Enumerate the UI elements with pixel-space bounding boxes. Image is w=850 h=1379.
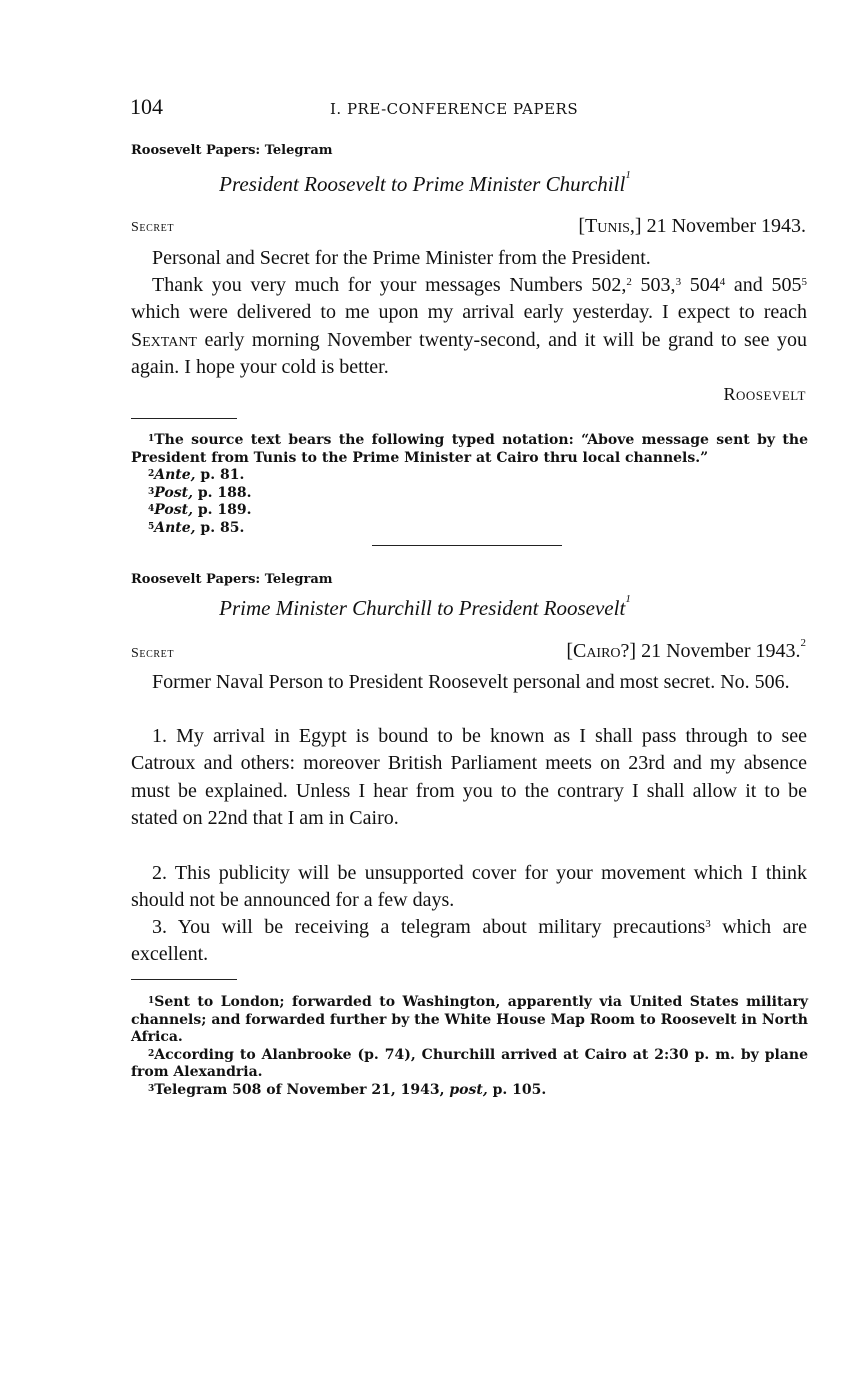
doc1-place: [Tunis,]: [578, 215, 642, 237]
doc2-paragraph-2: 1. My arrival in Egypt is bound to be known as I shall pass through to see Catroux and others: moreover British Parliament meets on 23rd and my absence must be explained. Unless I hear from you to the contrary I shall allow it to be stated on 22nd that I am in Cairo.: [131, 725, 807, 829]
doc2-footnote-1: [131, 994, 808, 1047]
doc1-footnote-2-page: p. 81.: [195, 467, 245, 483]
doc1-footnote-3: [131, 485, 808, 503]
doc2-footnote-1-text: Sent to London; forwarded to Washington, apparently via United States military channels; and forwarded further by the White House Map Room to Roosevelt in North Africa.: [131, 994, 808, 1045]
doc1-signature: Roosevelt: [723, 384, 806, 404]
doc2-footnote-3-ref: post,: [449, 1081, 488, 1098]
doc1-date: 21 November 1943.: [646, 215, 806, 237]
doc1-title: [0, 169, 850, 197]
doc2-date-footnote-ref: 2: [800, 637, 806, 649]
doc1-p2-text-b: 503,: [631, 274, 676, 296]
doc1-p2-text-a: Thank you very much for your messages Numbers 502,: [152, 274, 627, 296]
doc1-footnote-5-ref: Ante,: [154, 519, 196, 536]
doc2-title-text: Prime Minister Churchill to President Roosevelt: [219, 596, 626, 620]
doc2-footnote-3-number: 3: [148, 1083, 155, 1094]
doc1-footnotes: [131, 432, 808, 537]
doc2-footnote-3-text-b: p. 105.: [487, 1081, 547, 1098]
doc2-paragraph-3: 2. This publicity will be unsupported cover for your movement which I think should not be announced for a few days.: [131, 862, 807, 912]
doc1-footnote-1-number: 1: [148, 434, 155, 444]
doc1-paragraph-1: Personal and Secret for the Prime Minister from the President.: [152, 247, 651, 269]
doc1-footnote-2: [131, 467, 808, 485]
doc2-footnotes: [131, 994, 808, 1099]
doc2-title-footnote-ref: 1: [625, 593, 631, 605]
doc1-footnote-4-ref: Post,: [154, 502, 193, 518]
doc2-footnote-3-text-a: Telegram 508 of November 21, 1943,: [154, 1081, 450, 1098]
doc1-footnote-3-ref: Post,: [154, 484, 193, 501]
doc1-dateline: [578, 215, 806, 238]
doc2-footnote-3: [131, 1082, 808, 1100]
doc1-footnote-ref-4: 4: [719, 276, 726, 288]
doc1-footnote-3-number: 3: [148, 486, 155, 497]
doc1-footnote-rule: [131, 418, 237, 419]
doc2-place: [Cairo?]: [566, 640, 637, 662]
doc1-p2-text-d: and 505: [725, 274, 802, 296]
doc2-paragraph-1: Former Naval Person to President Roosevelt personal and most secret. No. 506.: [152, 671, 790, 693]
doc2-dateline: [566, 637, 806, 663]
doc1-footnote-1: [131, 432, 808, 467]
doc1-footnote-3-page: p. 188.: [192, 484, 252, 501]
doc1-footnote-5-number: 5: [148, 521, 155, 532]
doc1-p2-text-e: which were delivered to me upon my arrival early yesterday. I expect to reach: [131, 301, 807, 324]
doc2-footnote-1-number: 1: [148, 996, 155, 1006]
doc1-footnote-4-page: p. 189.: [192, 502, 252, 518]
doc2-footnote-2: [131, 1047, 808, 1082]
doc1-footnote-5-page: p. 85.: [195, 519, 245, 536]
running-head: I. PRE-CONFERENCE PAPERS: [330, 100, 579, 118]
doc1-footnote-4: [131, 502, 808, 520]
doc1-footnote-ref-3: 3: [675, 276, 682, 288]
doc1-footnote-1-text: The source text bears the following typed notation: “Above message sent by the President from Tunis to the Prime Minister at Cairo thru local channels.”: [131, 432, 808, 466]
doc1-footnote-ref-5: 5: [801, 276, 807, 288]
doc1-footnote-2-ref: Ante,: [154, 467, 196, 483]
doc2-paragraph-4: [131, 914, 807, 969]
doc2-title: [0, 593, 850, 621]
doc1-p2-text-c: 504: [681, 274, 720, 296]
doc2-date: 21 November 1943.: [641, 640, 801, 662]
doc1-footnote-2-number: 2: [148, 469, 155, 479]
section-divider: [372, 545, 562, 546]
doc2-classification: Secret: [131, 646, 175, 661]
doc2-footnote-2-text: According to Alanbrooke (p. 74), Churchill arrived at Cairo at 2:30 p. m. by plane from Alexandria.: [131, 1046, 808, 1080]
doc2-source: Roosevelt Papers: Telegram: [131, 572, 333, 587]
doc2-p4-text-b: which are excellent.: [131, 916, 807, 966]
doc2-footnote-rule: [131, 979, 237, 980]
doc1-title-footnote-ref: 1: [625, 169, 631, 181]
doc2-footnote-ref-3: 3: [705, 918, 711, 930]
doc1-p2-text-f: early morning November twenty-second, and it will be grand to see you again. I hope your cold is better.: [131, 328, 807, 378]
doc1-title-text: President Roosevelt to Prime Minister Churchill: [219, 172, 626, 196]
doc1-footnote-5: [131, 520, 808, 538]
doc1-footnote-4-number: 4: [148, 504, 155, 514]
doc1-sextant-codeword: Sextant: [131, 328, 197, 351]
doc1-paragraph-2: [131, 272, 807, 381]
doc1-classification: Secret: [131, 220, 175, 235]
doc1-source: Roosevelt Papers: Telegram: [131, 143, 333, 158]
doc2-p4-text-a: 3. You will be receiving a telegram about military precautions: [152, 916, 706, 938]
doc2-footnote-2-number: 2: [148, 1048, 155, 1059]
doc1-footnote-ref-2: 2: [626, 276, 632, 288]
page-number: 104: [130, 94, 163, 119]
